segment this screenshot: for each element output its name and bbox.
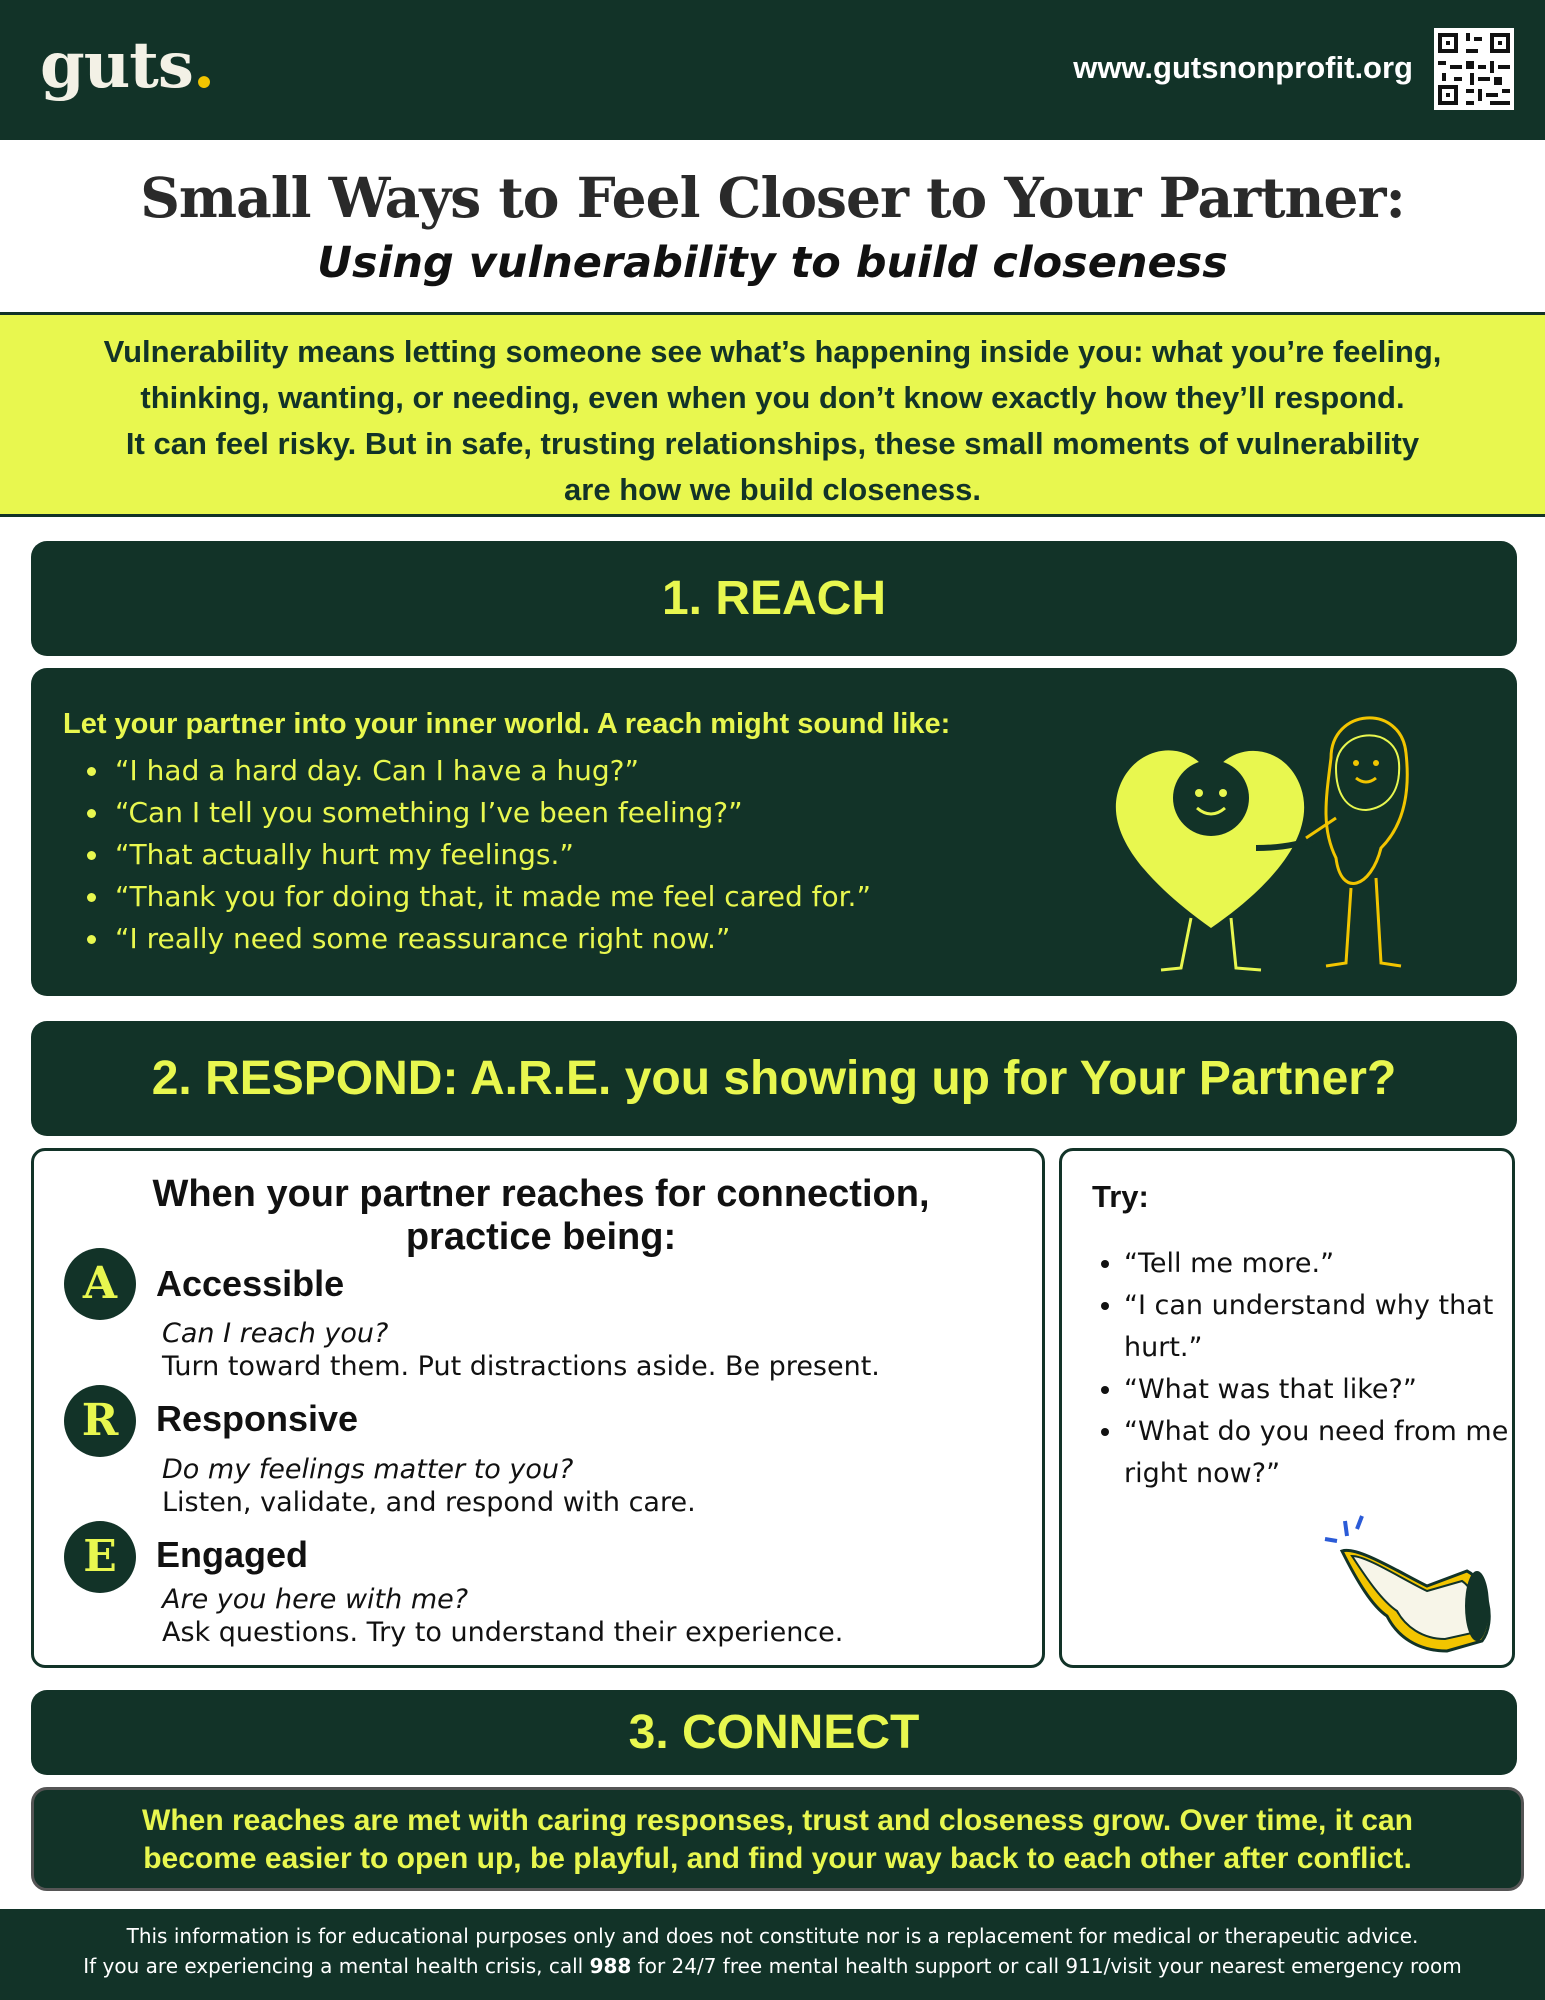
list-item: • “What was that like?” bbox=[1124, 1369, 1524, 1411]
letter-e-badge: E bbox=[64, 1521, 136, 1593]
reach-lead-text: Let your partner into your inner world. A reach might sound like: bbox=[63, 708, 951, 740]
qr-code-icon bbox=[1434, 28, 1514, 110]
are-description: Listen, validate, and respond with care. bbox=[162, 1487, 696, 1518]
are-title-line: When your partner reaches for connection, bbox=[152, 1173, 930, 1215]
are-title bbox=[34, 1173, 1048, 1259]
list-item: • “I really need some reassurance right now.” bbox=[111, 918, 871, 960]
footer-text: If you are experiencing a mental health crisis, call bbox=[83, 1954, 590, 1978]
connect-panel bbox=[31, 1787, 1524, 1891]
connect-line: become easier to open up, be playful, and find your way back to each other after conflict. bbox=[143, 1842, 1412, 1875]
list-item: • “Thank you for doing that, it made me feel cared for.” bbox=[111, 876, 871, 918]
intro-line: are how we build closeness. bbox=[564, 472, 981, 507]
list-item: • “Can I tell you something I’ve been feeling?” bbox=[111, 792, 871, 834]
try-list bbox=[1092, 1243, 1524, 1495]
reach-list bbox=[63, 750, 871, 960]
respond-heading: 2. RESPOND: A.R.E. you showing up for Your Partner? bbox=[31, 1021, 1517, 1136]
are-description: Turn toward them. Put distractions aside. Be present. bbox=[162, 1351, 880, 1382]
are-word: Accessible bbox=[156, 1263, 345, 1304]
list-item: • “Tell me more.” bbox=[1124, 1243, 1524, 1285]
footer-text: for 24/7 free mental health support or call 911/visit your nearest emergency room bbox=[631, 1954, 1462, 1978]
list-item: • “That actually hurt my feelings.” bbox=[111, 834, 871, 876]
list-item: • “What do you need from me right now?” bbox=[1124, 1411, 1524, 1495]
are-description: Ask questions. Try to understand their experience. bbox=[162, 1617, 844, 1648]
guts-logo[interactable] bbox=[40, 28, 214, 103]
try-box bbox=[1059, 1148, 1515, 1668]
are-word: Engaged bbox=[156, 1534, 309, 1575]
are-question: Do my feelings matter to you? bbox=[162, 1454, 574, 1485]
heart-and-partner-illustration bbox=[1081, 698, 1481, 988]
footer-disclaimer: This information is for educational purposes only and does not constitute nor is a replacement for medical or therapeutic advice. bbox=[126, 1924, 1419, 1948]
pointing-hand-icon bbox=[1317, 1491, 1507, 1661]
footer-crisis-line bbox=[0, 1951, 1545, 1981]
list-item: • “I had a hard day. Can I have a hug?” bbox=[111, 750, 871, 792]
list-item: • “I can understand why that hurt.” bbox=[1124, 1285, 1524, 1369]
intro-line: It can feel risky. But in safe, trusting relationships, these small moments of vulnerability bbox=[125, 426, 1420, 461]
try-title: Try: bbox=[1092, 1179, 1149, 1214]
are-box bbox=[31, 1148, 1045, 1668]
reach-panel bbox=[31, 668, 1517, 996]
crisis-number[interactable]: 988 bbox=[589, 1954, 632, 1978]
page-subtitle: Using vulnerability to build closeness bbox=[317, 238, 1228, 288]
page-title: Small Ways to Feel Closer to Your Partner: bbox=[140, 165, 1405, 230]
intro-line: Vulnerability means letting someone see what’s happening inside you: what you’re feeling, bbox=[103, 334, 1442, 369]
logo-text: guts bbox=[40, 28, 193, 103]
connect-line: When reaches are met with caring responses, trust and closeness grow. Over time, it can bbox=[142, 1804, 1413, 1837]
letter-r-badge: R bbox=[64, 1385, 136, 1457]
intro-line: thinking, wanting, or needing, even when you don’t know exactly how they’ll respond. bbox=[140, 380, 1405, 415]
reach-heading: 1. REACH bbox=[31, 541, 1517, 656]
are-question: Are you here with me? bbox=[162, 1584, 469, 1615]
intro-banner bbox=[0, 312, 1545, 517]
letter-a-badge: A bbox=[64, 1248, 136, 1320]
website-link[interactable]: www.gutsnonprofit.org bbox=[1073, 50, 1413, 85]
connect-heading: 3. CONNECT bbox=[31, 1690, 1517, 1775]
footer bbox=[0, 1909, 1545, 2000]
top-bar bbox=[0, 0, 1545, 140]
logo-dot: . bbox=[192, 28, 215, 103]
are-title-line: practice being: bbox=[405, 1216, 677, 1258]
are-word: Responsive bbox=[156, 1398, 359, 1439]
are-question: Can I reach you? bbox=[162, 1318, 389, 1349]
